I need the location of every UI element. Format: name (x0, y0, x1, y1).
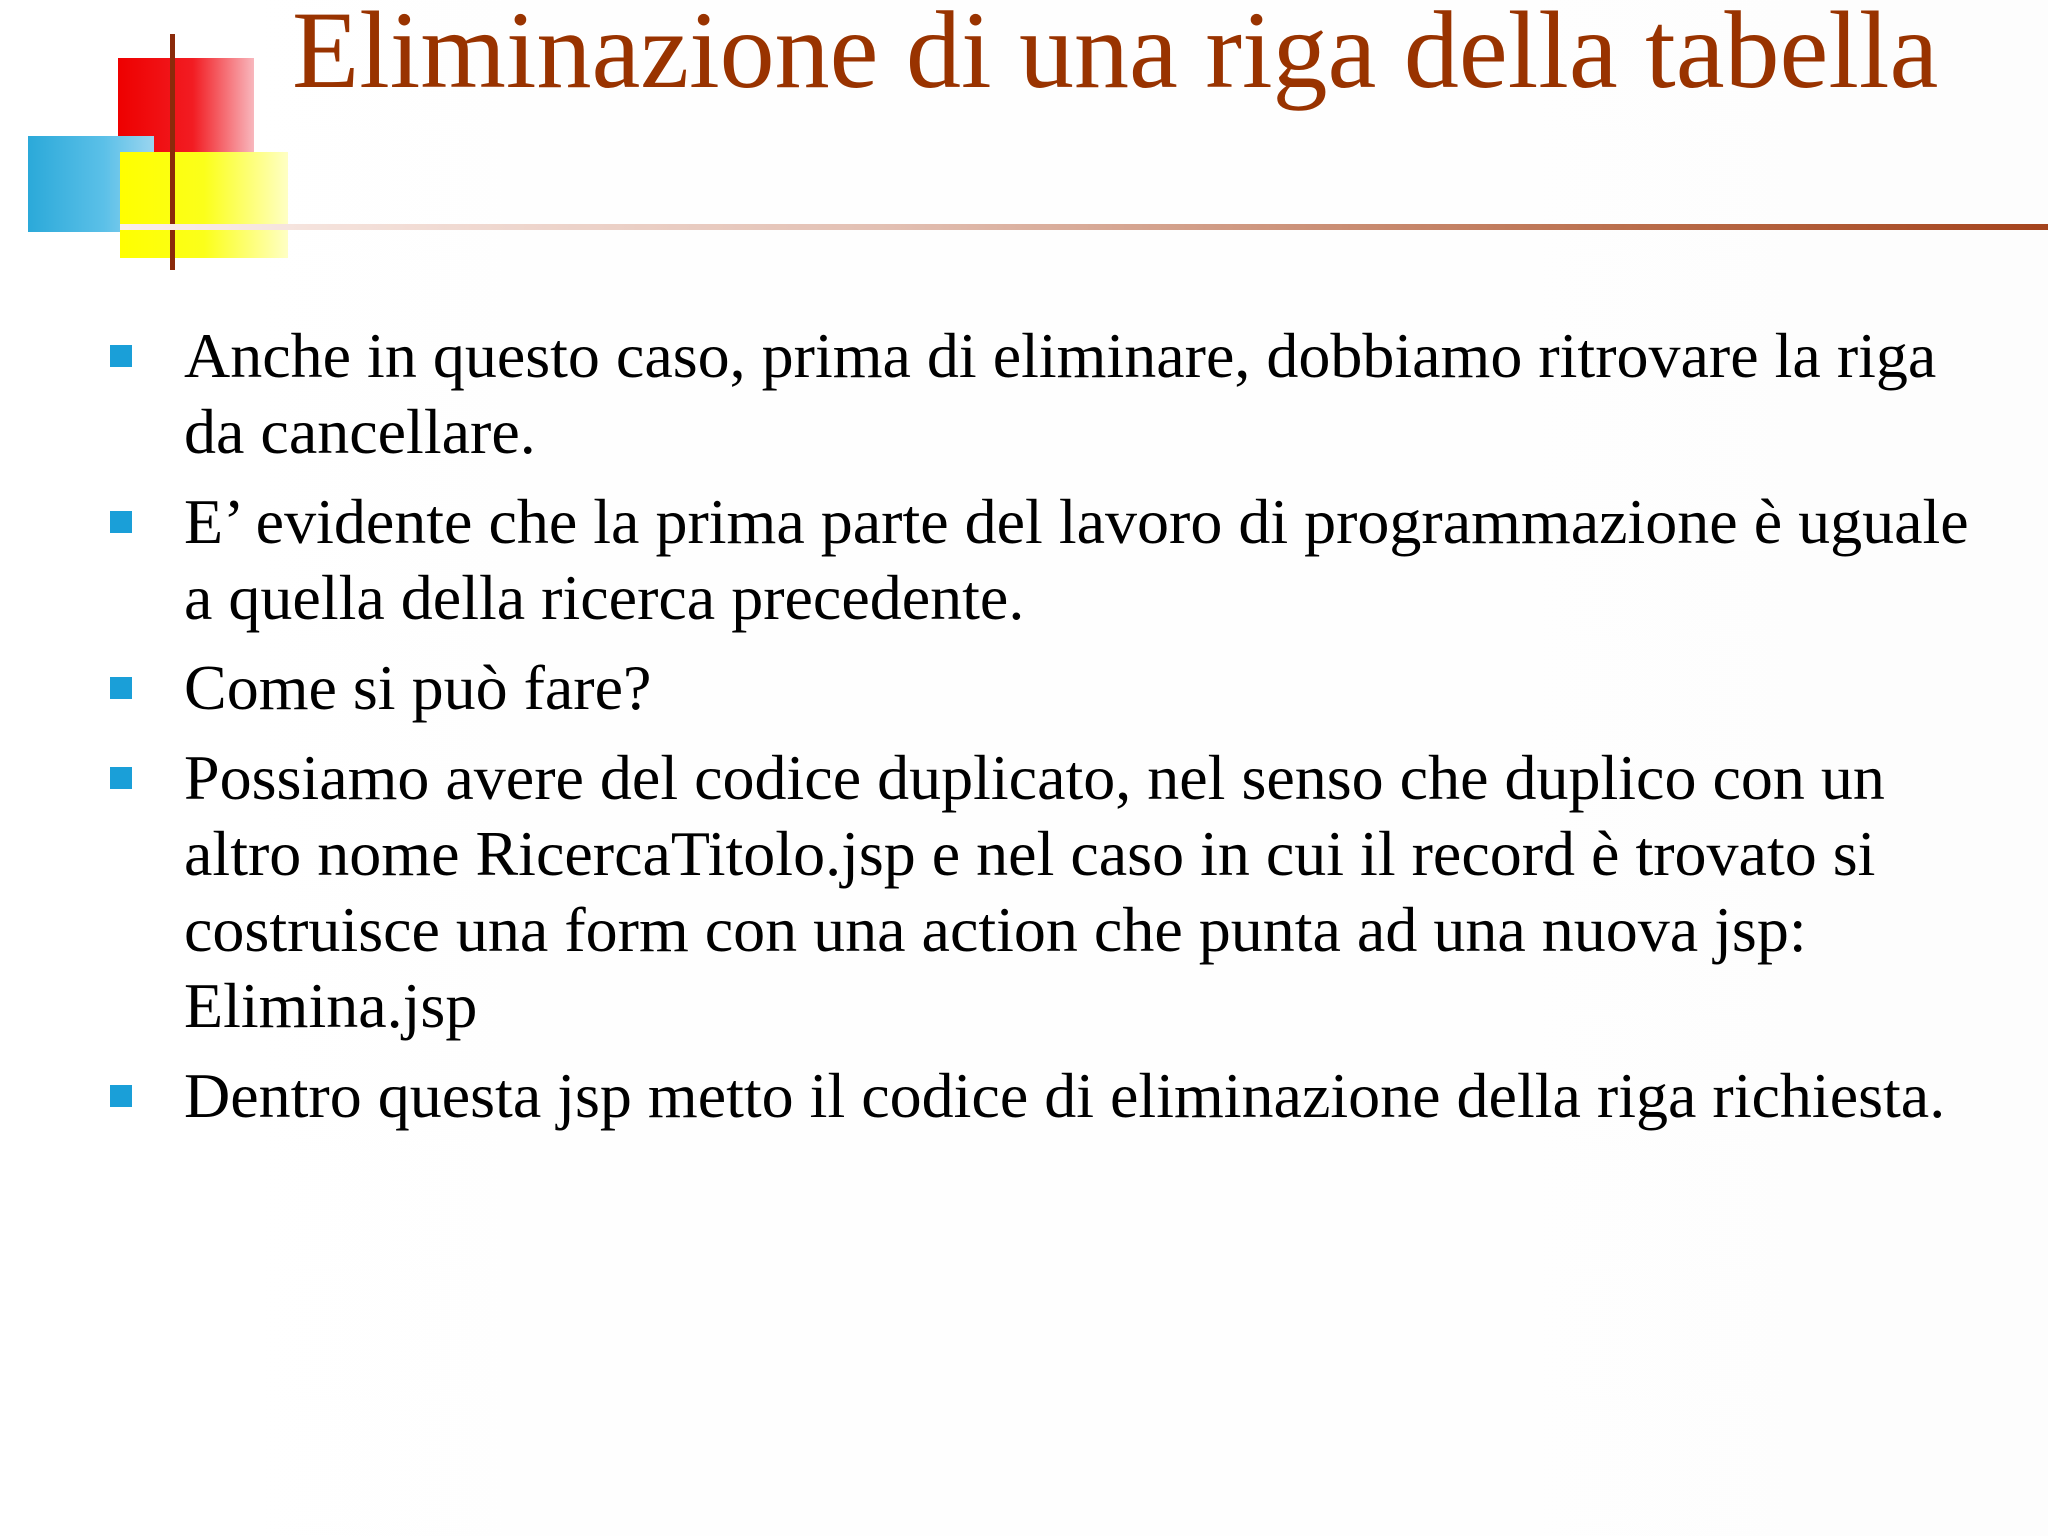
slide-title: Eliminazione di una riga della tabella (292, 0, 1939, 111)
bullet-list (110, 318, 1990, 1148)
square-bullet-icon (110, 677, 132, 699)
square-bullet-icon (110, 767, 132, 789)
bullet-text: Come si può fare? (184, 652, 652, 723)
bullet-text: Possiamo avere del codice duplicato, nel senso che duplico con un altro nome RicercaTitolo.jsp e nel caso in cui il record è trovato si costruisce una form con una action che punta ad una nuova jsp: Elimina.jsp (184, 742, 1885, 1041)
decorative-squares-logo (0, 0, 300, 280)
bullet-item (110, 318, 1990, 470)
bullet-text: Anche in questo caso, prima di eliminare, dobbiamo ritrovare la riga da cancellare. (184, 320, 1937, 467)
title-underline (120, 224, 2048, 230)
bullet-item (110, 740, 1990, 1044)
bullet-item (110, 650, 1990, 726)
vertical-accent-line (170, 34, 175, 270)
yellow-square (120, 152, 288, 258)
bullet-text: E’ evidente che la prima parte del lavoro di programmazione è uguale a quella della ricerca precedente. (184, 486, 1969, 633)
bullet-item (110, 484, 1990, 636)
bullet-item (110, 1058, 1990, 1134)
square-bullet-icon (110, 1085, 132, 1107)
square-bullet-icon (110, 511, 132, 533)
bullet-text: Dentro questa jsp metto il codice di eliminazione della riga richiesta. (184, 1060, 1946, 1131)
square-bullet-icon (110, 345, 132, 367)
